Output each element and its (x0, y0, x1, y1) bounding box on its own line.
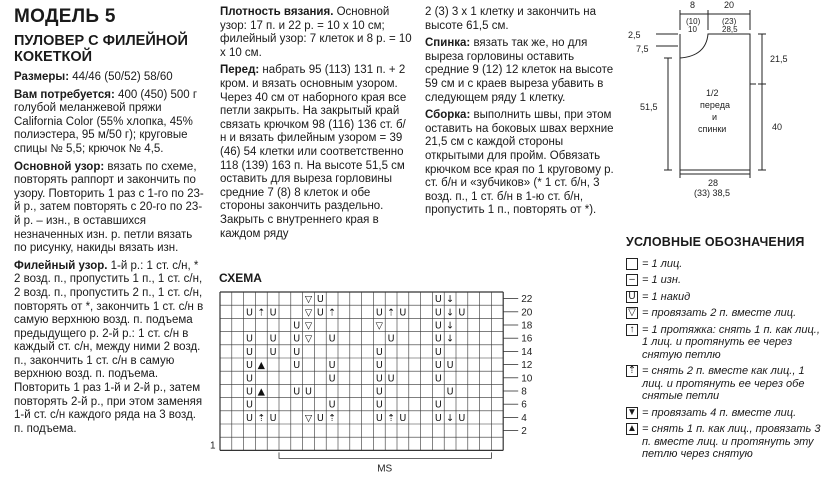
chart-symbol: ↓ (446, 412, 455, 424)
chart-symbol: U (269, 333, 277, 345)
chart-symbol: U (305, 386, 312, 398)
purl-symbol-icon: – (626, 274, 638, 286)
chart-symbol: ▽ (304, 294, 313, 306)
main-pattern-paragraph: Основной узор: вязать по схеме, повторять раппорт и закончить по узору. Повторить 1 раз с 1-го по 23-й р., затем повторять с 20-го по 23-й р. – изн., в оставшихся незначенных изн. р. петли вязать по рисунку, накиды вязать изн. (14, 160, 204, 255)
chart-symbol: ▽ (304, 412, 313, 424)
row-label: 20 (521, 307, 533, 319)
k2tog-symbol-icon: ▽ (626, 307, 638, 319)
row-label: 8 (521, 386, 527, 398)
chart-symbol: ⇡ (387, 412, 396, 424)
chart-symbol: U (375, 346, 383, 358)
chart-symbol: U (375, 373, 383, 385)
row-label: 12 (521, 360, 533, 372)
chart-symbol: ⇡ (257, 412, 266, 424)
back-paragraph: Спинка: вязать так же, но для выреза горловины оставить средние 9 (12) 12 клеток на высоте 59 см и с краев выреза убавить в следующем ряду 1 клетку. (425, 37, 614, 104)
first-row-label: 1 (210, 440, 216, 452)
chart-symbol: U (387, 333, 395, 345)
row-label: 14 (521, 346, 533, 358)
chart-symbol: ▲ (257, 360, 265, 372)
dim-left-mid: 7,5 (636, 44, 649, 54)
dim-bottom-alt: (33) 38,5 (694, 188, 731, 198)
chart-symbol: ▽ (375, 320, 383, 332)
chart-symbol: U (246, 307, 253, 319)
chart-symbol: U (458, 412, 466, 424)
chart-symbol: U (269, 346, 277, 358)
legend-item-sk2p: ⇡ = снять 2 п. вместе как лиц., 1 лиц. и протянуть ее через обе снятые петли (627, 365, 805, 403)
legend-title: УСЛОВНЫЕ ОБОЗНАЧЕНИЯ (626, 235, 805, 249)
chart-symbol: U (269, 307, 277, 319)
chart-symbol: U (434, 320, 442, 332)
chart-symbol: U (293, 333, 301, 345)
materials-paragraph: Вам потребуется: 400 (450) 500 г голубой меланжевой пряжи California Color (55% хлопка, 45% полиэстера, 95 м/50 г); круговые спицы № 5,5; крючок № 4,5. (14, 88, 198, 155)
chart-symbol: U (434, 346, 442, 358)
chart-symbol: U (375, 412, 383, 424)
chart-symbol: U (434, 412, 442, 424)
neckline-continuation: 2 (3) 3 х 1 клетку и закончить на высоте 61,5 см. (425, 6, 597, 32)
chart-symbol: U (293, 386, 301, 398)
dim-right-body: 40 (772, 122, 783, 132)
row-label: 18 (521, 320, 533, 332)
chart-symbol: U (328, 360, 336, 372)
chart-symbol: U (375, 360, 383, 372)
column-right-text (425, 6, 615, 222)
row-label: 10 (521, 373, 533, 385)
chart-symbol: U (316, 294, 324, 306)
sk3p-symbol-icon: ▲ (627, 423, 637, 435)
chart-symbol: ↓ (446, 307, 455, 319)
dim-top-left-alt: (10) (686, 17, 701, 26)
sk2p-symbol-icon: ⇡ (627, 365, 637, 377)
chart-symbol: U (399, 307, 407, 319)
chart-symbol: U (246, 412, 253, 424)
chart-symbol: U (375, 386, 383, 398)
chart-symbol: U (246, 399, 253, 411)
label-front: переда (700, 100, 730, 110)
row-label: 4 (521, 412, 527, 424)
legend-item-ssk: ↑ = 1 протяжка: снять 1 п. как лиц., 1 лиц. и протянуть ее через снятую петлю (626, 324, 826, 362)
chart-symbol: U (375, 307, 383, 319)
column-middle (220, 6, 412, 245)
row-label: 16 (521, 333, 533, 345)
chart-symbol: ⇡ (387, 307, 396, 319)
legend (626, 236, 826, 465)
chart-symbol: U (328, 399, 336, 411)
ms-bracket (279, 452, 491, 458)
row-label: 22 (521, 294, 533, 306)
dim-top-left-b: 10 (688, 25, 697, 34)
legend-item-knit: = 1 лиц. (626, 258, 826, 271)
chart-symbol: U (246, 360, 253, 372)
dim-top-right-b: 28,5 (722, 25, 738, 34)
chart-symbol: U (316, 307, 324, 319)
sizes-paragraph: Размеры: 44/46 (50/52) 58/60 (14, 71, 173, 83)
chart-symbol: U (434, 333, 442, 345)
assembly-paragraph: Сборка: выполнить швы, при этом оставить на боковых швах верхние 21,5 см с каждой стороны открытыми для пройм. Обвязать крючком все края по 1 круговому р. ст. б/н и «зубчиков» (* 1 ст. б/н, 3 возд. п., 1 ст. б/н в 1-ю ст. б/н, пропустить 1 п., повторять от *). (425, 109, 614, 217)
model-title: МОДЕЛЬ 5 (14, 6, 116, 27)
dim-top-left: 8 (690, 0, 696, 10)
filet-pattern-paragraph: Филейный узор. 1-й р.: 1 ст. с/н, * 2 возд. п., пропустить 1 п., 1 ст. с/н, 2 возд. п., пропустить 2 п., 1 ст. с/н, повторять от *, закончить 1 ст. с/н в самую верхнюю возд. п. подъема предыдущего р. 2-й р.: 1 ст. с/н в каждый ст. с/н, между ними 2 возд. п., закончить 1 ст. с/н в самую верхнюю возд. п. подъема. Повторить 1 раз 1-й и 2-й р., затем повторять 2-й р., при этом заменяя 1-й ст. с/н каждого ряда на 3 возд. п. подъема. (14, 259, 204, 435)
chart-symbol: U (328, 333, 336, 345)
chart-symbol: ⇡ (257, 307, 266, 319)
chart-symbol: ▽ (304, 320, 313, 332)
k4tog-symbol-icon: ▼ (627, 406, 637, 418)
chart-symbol: U (375, 399, 383, 411)
ssk-symbol-icon: ↑ (626, 324, 638, 336)
garment-schematic (620, 0, 820, 200)
chart-symbol: U (328, 373, 336, 385)
model-subtitle: ПУЛОВЕР С ФИЛЕЙНОЙ КОКЕТКОЙ (14, 33, 188, 65)
chart-symbol: U (316, 412, 324, 424)
chart-symbol: U (293, 320, 301, 332)
knit-symbol-icon (626, 258, 638, 270)
chart-symbol: U (434, 294, 442, 306)
label-half: 1/2 (706, 88, 719, 98)
row-label: 6 (521, 399, 527, 411)
chart-symbol: U (246, 373, 253, 385)
row-label: 2 (521, 426, 527, 438)
chart-symbol: U (434, 307, 442, 319)
chart-symbol: U (458, 307, 466, 319)
chart-symbol: U (246, 386, 253, 398)
chart-symbol: ▽ (304, 333, 313, 345)
chart-symbol: ↓ (446, 333, 455, 345)
chart-symbol: U (434, 399, 442, 411)
dim-right-top: 21,5 (770, 54, 788, 64)
label-and: и (712, 112, 718, 122)
chart-symbol: U (446, 386, 454, 398)
chart-symbol: ↓ (446, 294, 455, 306)
chart-symbol: U (246, 333, 253, 345)
column-left (14, 6, 206, 440)
legend-item-k4tog: ▼ = провязать 4 п. вместе лиц. (627, 406, 797, 419)
chart-symbol: U (434, 360, 442, 372)
chart-symbol: ▽ (304, 307, 313, 319)
chart-symbol: U (269, 412, 277, 424)
label-back: спинки (698, 124, 727, 134)
legend-item-purl: – = 1 изн. (626, 274, 826, 287)
chart-symbol: U (446, 360, 454, 372)
chart-symbol: ⇡ (328, 307, 337, 319)
knitting-chart (210, 290, 546, 475)
chart-symbol: U (399, 412, 407, 424)
legend-item-yarnover: U = 1 накид (626, 291, 826, 304)
dim-left-body: 51,5 (640, 102, 658, 112)
front-paragraph: Перед: набрать 95 (113) 131 п. + 2 кром. и вязать основным узором. Через 40 см от наборного края все петли закрыть. На закрытый край связать крючком 98 (116) 136 ст. б/н и вязать филейным узором = 39 (46) 54 клетки или соответственно 118 (139) 163 п. На высоте 51,5 см оставить для выреза горловины средние 7 (8) 8 клеток и обе стороны закончить раздельно. Закрыть с внутреннего края в каждом ряду (220, 64, 407, 240)
legend-item-sk3p: ▲ = снять 1 п. как лиц., провязать 3 п. вместе лиц. и протянуть эту петлю через снятую (627, 423, 821, 461)
density-paragraph: Плотность вязания. Основной узор: 17 п. и 22 р. = 10 х 10 см; филейный узор: 7 клеток и 8 р. = 10 х 10 см. (220, 6, 412, 59)
chart-symbol: U (246, 346, 253, 358)
yarnover-symbol-icon: U (626, 291, 638, 303)
ms-label: MS (377, 463, 393, 475)
chart-symbol: U (293, 346, 301, 358)
dim-left-top: 2,5 (628, 30, 641, 40)
dim-top-right-alt: (23) (722, 17, 737, 26)
chart-symbol: U (434, 373, 442, 385)
chart-symbol: U (293, 360, 301, 372)
chart-symbol: U (387, 373, 395, 385)
dim-bottom: 28 (708, 178, 719, 188)
chart-symbol: ▲ (257, 386, 265, 398)
dim-top-right: 20 (724, 0, 735, 10)
chart-title: СХЕМА (219, 271, 262, 285)
chart-symbol: ↓ (446, 320, 455, 332)
chart-symbol: ⇡ (328, 412, 337, 424)
legend-item-k2tog: ▽ = провязать 2 п. вместе лиц. (626, 307, 826, 320)
